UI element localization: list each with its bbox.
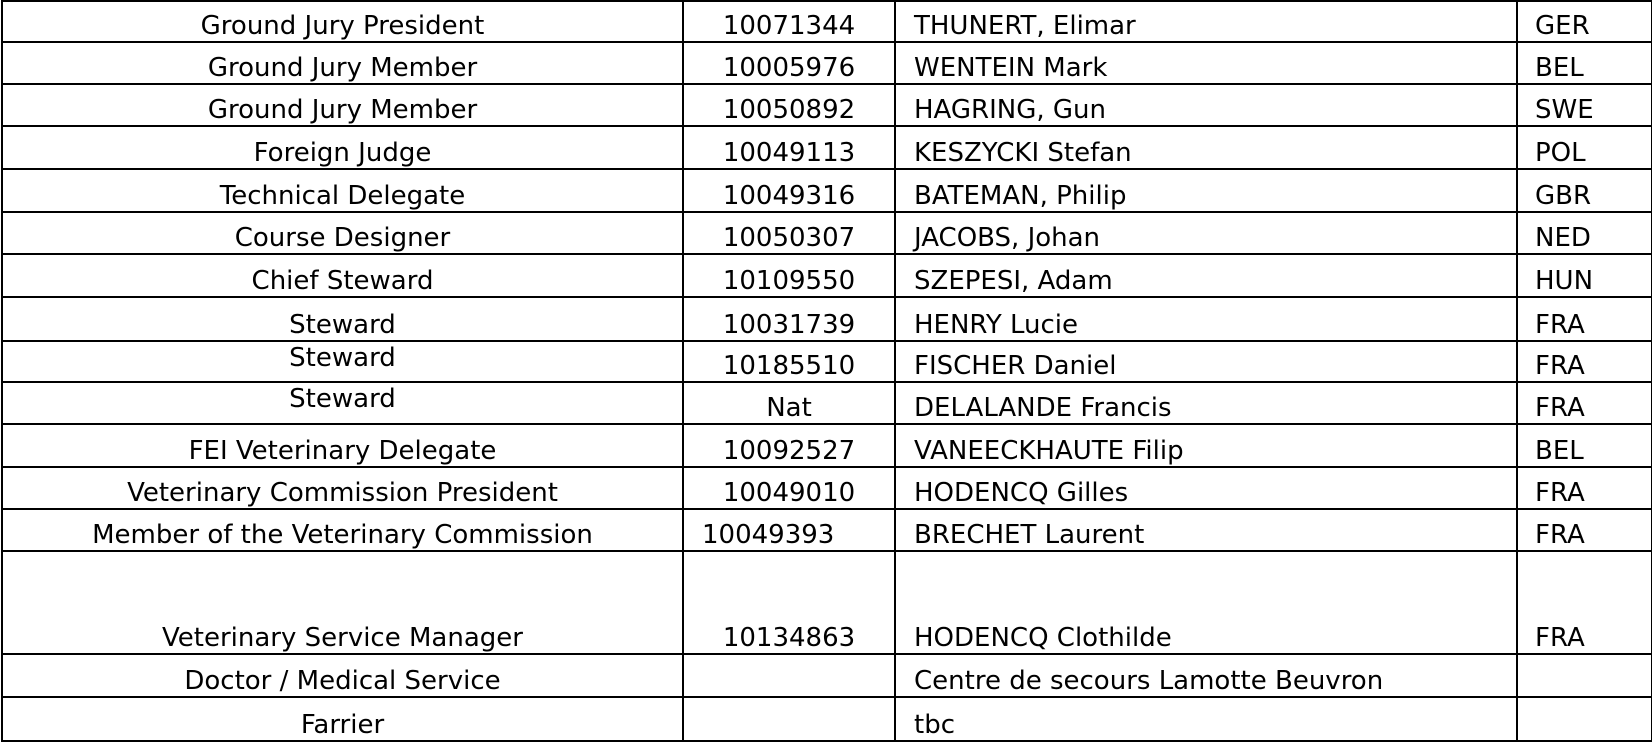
name-cell: DELALANDE Francis xyxy=(895,382,1517,424)
fei-id-cell: 10185510 xyxy=(683,341,895,382)
function-cell: Steward xyxy=(2,297,683,341)
nation-cell: BEL xyxy=(1517,424,1652,467)
name-cell: JACOBS, Johan xyxy=(895,212,1517,254)
nation-cell: SWE xyxy=(1517,84,1652,126)
nation-cell: FRA xyxy=(1517,297,1652,341)
function-cell: Member of the Veterinary Commission xyxy=(2,509,683,551)
fei-id-cell: 10050892 xyxy=(683,84,895,126)
nation-cell xyxy=(1517,654,1652,697)
nation-cell xyxy=(1517,697,1652,741)
name-cell: BRECHET Laurent xyxy=(895,509,1517,551)
fei-id-cell: 10134863 xyxy=(683,551,895,654)
function-cell: Ground Jury Member xyxy=(2,42,683,84)
fei-id-cell: 10092527 xyxy=(683,424,895,467)
name-cell: HENRY Lucie xyxy=(895,297,1517,341)
fei-id-cell xyxy=(683,654,895,697)
name-cell: FISCHER Daniel xyxy=(895,341,1517,382)
function-cell: Steward xyxy=(2,341,683,382)
table-row xyxy=(2,341,1652,382)
fei-id-cell: Nat xyxy=(683,382,895,424)
function-cell: Farrier xyxy=(2,697,683,741)
table-row xyxy=(2,1,1652,42)
name-cell: WENTEIN Mark xyxy=(895,42,1517,84)
table-row xyxy=(2,509,1652,551)
function-cell: Course Designer xyxy=(2,212,683,254)
table-row xyxy=(2,297,1652,341)
function-cell: Ground Jury Member xyxy=(2,84,683,126)
fei-id-cell: 10071344 xyxy=(683,1,895,42)
function-cell: Ground Jury President xyxy=(2,1,683,42)
name-cell: Centre de secours Lamotte Beuvron xyxy=(895,654,1517,697)
table-row xyxy=(2,424,1652,467)
nation-cell: HUN xyxy=(1517,254,1652,297)
officials-table xyxy=(1,0,1652,742)
nation-cell: NED xyxy=(1517,212,1652,254)
name-cell: tbc xyxy=(895,697,1517,741)
table-row xyxy=(2,126,1652,169)
name-cell: HAGRING, Gun xyxy=(895,84,1517,126)
table-row xyxy=(2,42,1652,84)
table-row xyxy=(2,654,1652,697)
table-row xyxy=(2,551,1652,654)
fei-id-cell xyxy=(683,697,895,741)
name-cell: THUNERT, Elimar xyxy=(895,1,1517,42)
fei-id-cell: 10005976 xyxy=(683,42,895,84)
fei-id-cell: 10050307 xyxy=(683,212,895,254)
name-cell: SZEPESI, Adam xyxy=(895,254,1517,297)
nation-cell: POL xyxy=(1517,126,1652,169)
table-row xyxy=(2,467,1652,509)
nation-cell: FRA xyxy=(1517,551,1652,654)
nation-cell: BEL xyxy=(1517,42,1652,84)
name-cell: BATEMAN, Philip xyxy=(895,169,1517,212)
fei-id-cell: 10049113 xyxy=(683,126,895,169)
function-cell: Veterinary Commission President xyxy=(2,467,683,509)
fei-id-cell: 10049393 xyxy=(683,509,895,551)
function-cell: Chief Steward xyxy=(2,254,683,297)
name-cell: HODENCQ Clothilde xyxy=(895,551,1517,654)
fei-id-cell: 10049010 xyxy=(683,467,895,509)
table-row xyxy=(2,697,1652,741)
table-row xyxy=(2,212,1652,254)
nation-cell: GER xyxy=(1517,1,1652,42)
function-cell: FEI Veterinary Delegate xyxy=(2,424,683,467)
fei-id-cell: 10109550 xyxy=(683,254,895,297)
nation-cell: FRA xyxy=(1517,467,1652,509)
table-row xyxy=(2,84,1652,126)
fei-id-cell: 10049316 xyxy=(683,169,895,212)
name-cell: VANEECKHAUTE Filip xyxy=(895,424,1517,467)
nation-cell: FRA xyxy=(1517,509,1652,551)
nation-cell: FRA xyxy=(1517,341,1652,382)
fei-id-cell: 10031739 xyxy=(683,297,895,341)
name-cell: KESZYCKI Stefan xyxy=(895,126,1517,169)
function-cell: Veterinary Service Manager xyxy=(2,551,683,654)
function-cell: Doctor / Medical Service xyxy=(2,654,683,697)
name-cell: HODENCQ Gilles xyxy=(895,467,1517,509)
function-cell: Technical Delegate xyxy=(2,169,683,212)
function-cell: Foreign Judge xyxy=(2,126,683,169)
table-row xyxy=(2,254,1652,297)
nation-cell: GBR xyxy=(1517,169,1652,212)
function-cell: Steward xyxy=(2,382,683,424)
nation-cell: FRA xyxy=(1517,382,1652,424)
table-row xyxy=(2,382,1652,424)
table-row xyxy=(2,169,1652,212)
